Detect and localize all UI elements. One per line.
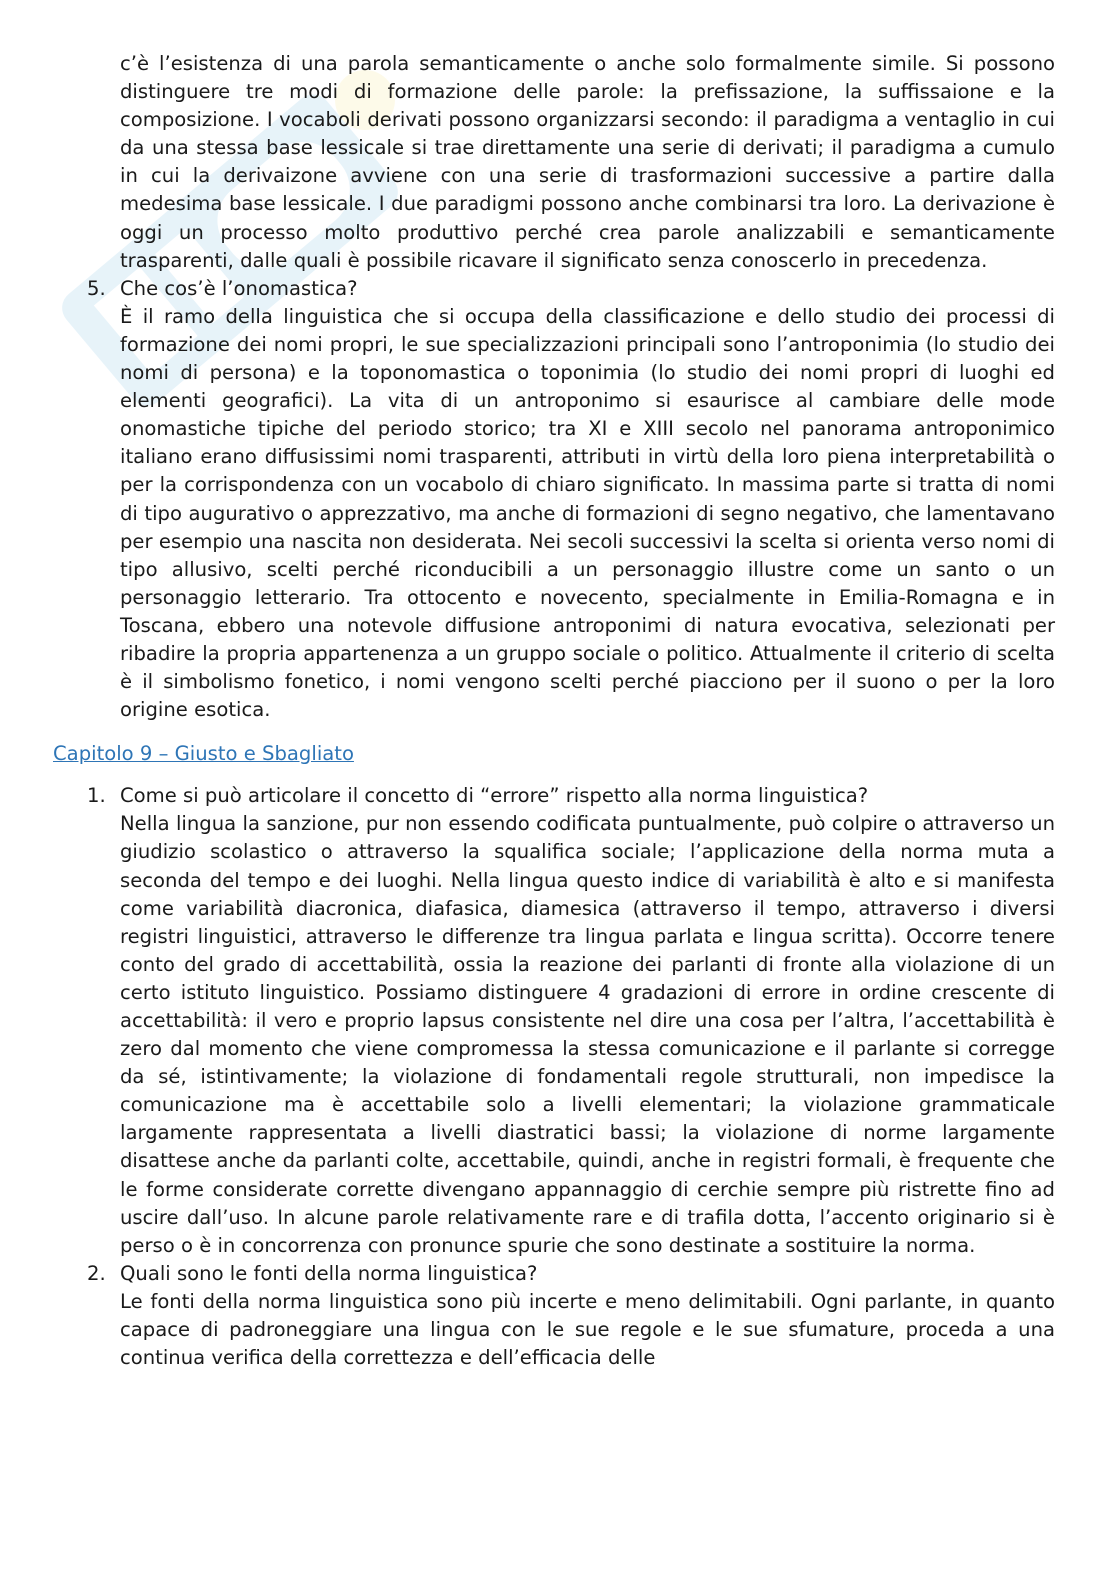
question-text: Come si può articolare il concetto di “errore” rispetto alla norma linguistica? [120,784,869,808]
answer-text: Nella lingua la sanzione, pur non essendo codificata puntualmente, può colpire o attraverso un giudizio scolastico o attraverso la squalifica sociale; l’applicazione della norma muta a seconda del tempo e dei luoghi. Nella lingua questo indice di variabilità è alto e si manifesta come variabilità diacronica, diafasica, diamesica (attraverso il tempo, attraverso i diversi registri linguistici, attraverso le differenze tra lingua parlata e lingua scritta). Occorre tenere conto del grado di accettabilità, ossia la reazione dei parlanti di fronte alla violazione di un certo istituto linguistico. Possiamo distinguere 4 gradazioni di errore in ordine crescente di accettabilità: il vero e proprio lapsus consistente nel dire una cosa per l’altra, l’accettabilità è zero dal momento che viene compromessa la stessa comunicazione e il parlante si corregge da sé, istintivamente; la violazione di fondamentali regole strutturali, non impedisce la comunicazione ma è accettabile solo a livelli elementari; la violazione grammaticale largamente rappresentata a livelli diastratici bassi; la violazione di norme largamente disattese anche da parlanti colte, accettabile, quindi, anche in registri formali, è frequente che le forme considerate corrette divengano appannaggio di cerchie sempre più ristrette fino ad uscire dall’uso. In alcune parole relativamente rare e di trafila dotta, l’accento originario si è perso o è in concorrenza con pronunce spurie che sono destinate a sostituire la norma. [120,812,1055,1257]
answer-text: Le fonti della norma linguistica sono più incerte e meno delimitabili. Ogni parlante, in quanto capace di padroneggiare una lingua con le sue regole e le sue sfumature, proceda a una continua verifica della correttezza e dell’efficacia delle [120,1289,1055,1370]
document-page [53,50,1055,1372]
list-number: 2. [87,1261,106,1285]
list-number: 1. [87,784,106,808]
list-item-5 [87,275,1055,725]
list-item-2 [87,1260,1055,1372]
question-text: Quali sono le fonti della norma linguistica? [120,1261,538,1285]
list-item-1 [87,782,1055,1260]
list-number: 5. [87,276,106,300]
answer-text: È il ramo della linguistica che si occupa della classificazione e dello studio dei processi di formazione dei nomi propri, le sue specializzazioni principali sono l’antroponimia (lo studio dei nomi di persona) e la toponomastica o toponimia (lo studio dei nomi propri di luoghi ed elementi geografici). La vita di un antroponimo si esaurisce al cambiare delle mode onomastiche tipiche del periodo storico; tra XI e XIII secolo nel panorama antroponimico italiano erano diffusissimi nomi trasparenti, attributi in virtù della loro piena interpretabilità o per la corrispondenza con un vocabolo di chiaro significato. In massima parte si tratta di nomi di tipo augurativo o apprezzativo, ma anche di formazioni di segno negativo, che lamentavano per esempio una nascita non desiderata. Nei secoli successivi la scelta si orienta verso nomi di tipo allusivo, scelti perché riconducibili a un personaggio illustre come un santo o un personaggio letterario. Tra ottocento e novecento, specialmente in Emilia-Romagna e in Toscana, ebbero una notevole diffusione antroponimi di natura evocativa, selezionati per ribadire la propria appartenenza a un gruppo sociale o politico. Attualmente il criterio di scelta è il simbolismo fonetico, i nomi vengono scelti perché piacciono per il suono o per la loro origine esotica. [120,304,1055,722]
chapter-question-list [53,782,1055,1372]
intro-paragraph: c’è l’esistenza di una parola semanticamente o anche solo formalmente simile. Si possono distinguere tre modi di formazione delle parole: la prefissazione, la suffissaione e la composizione. I vocaboli derivati possono organizzarsi secondo: il paradigma a ventaglio in cui da una stessa base lessicale si trae direttamente una serie di derivati; il paradigma a cumulo in cui la derivaizone avviene con una serie di trasformazioni successive a partire dalla medesima base lessicale. I due paradigmi possono anche combinarsi tra loro. La derivazione è oggi un processo molto produttivo perché crea parole analizzabili e semanticamente trasparenti, dalle quali è possibile ricavare il significato senza conoscerlo in precedenza. [120,52,1055,272]
chapter-heading-link[interactable]: Capitolo 9 – Giusto e Sbagliato [53,742,354,766]
question-text: Che cos’è l’onomastica? [120,276,358,300]
